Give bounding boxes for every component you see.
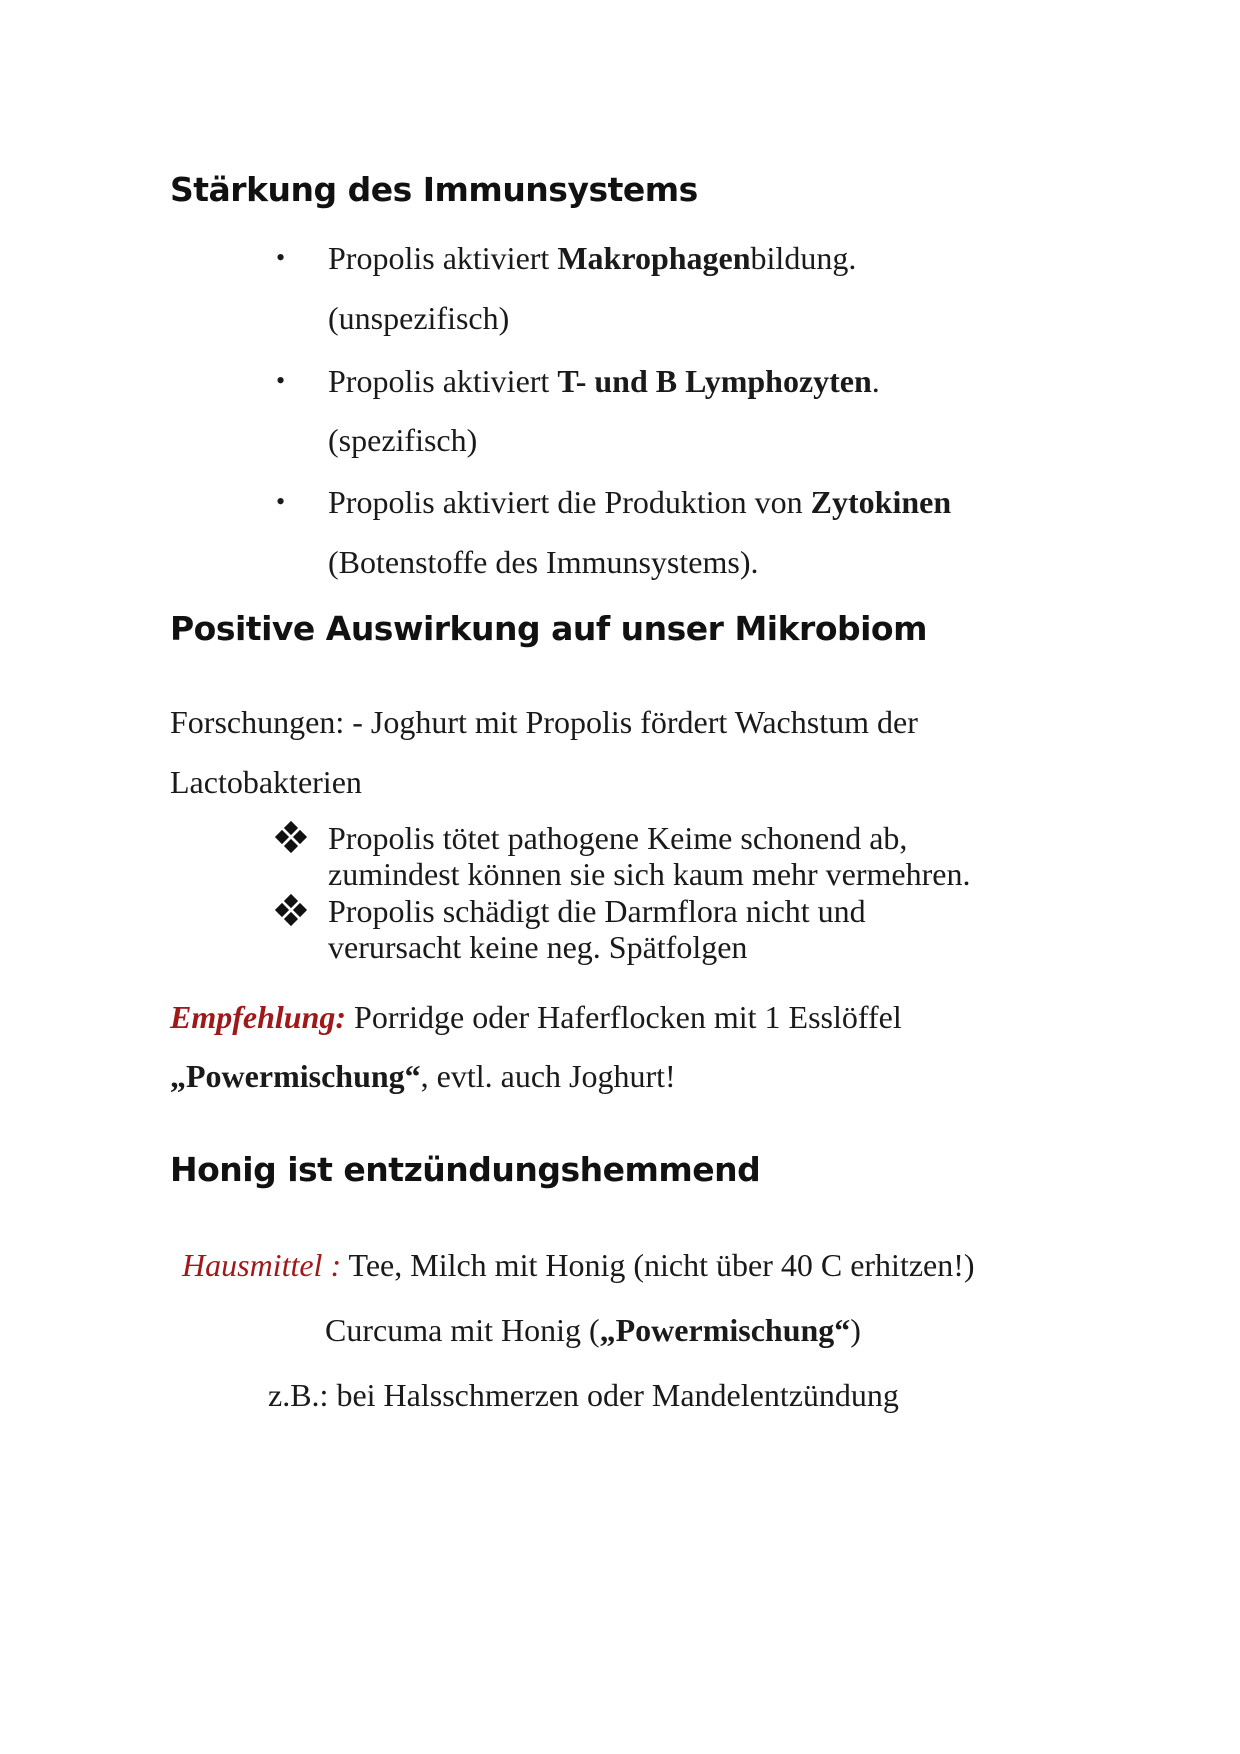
diamond-bullet-icon (276, 895, 306, 925)
example-line: z.B.: bei Halsschmerzen oder Mandelentzündung (268, 1377, 899, 1413)
recommendation-line-1: Empfehlung: Porridge oder Haferflocken mit 1 Esslöffel (170, 999, 902, 1035)
point-1-line2: zumindest können sie sich kaum mehr vermehren. (328, 856, 971, 892)
point-1-line1: Propolis tötet pathogene Keime schonend ab, (328, 820, 908, 856)
heading-microbiome: Positive Auswirkung auf unser Mikrobiom (170, 609, 927, 648)
bullet-icon: • (276, 487, 286, 516)
heading-immune-system: Stärkung des Immunsystems (170, 170, 698, 209)
remedy-line: Hausmittel : Tee, Milch mit Honig (nicht über 40 C erhitzen!) (182, 1247, 975, 1283)
bullet-item-1-line2: (unspezifisch) (328, 300, 510, 336)
bullet-item-2-line1: Propolis aktiviert T- und B Lymphozyten. (328, 363, 880, 399)
curcuma-line: Curcuma mit Honig („Powermischung“) (325, 1312, 861, 1348)
heading-honey: Honig ist entzündungshemmend (170, 1150, 761, 1189)
bullet-item-3-line2: (Botenstoffe des Immunsystems). (328, 544, 759, 580)
point-2-line1: Propolis schädigt die Darmflora nicht und (328, 893, 866, 929)
bullet-item-2-line2: (spezifisch) (328, 422, 478, 458)
point-2-line2: verursacht keine neg. Spätfolgen (328, 929, 748, 965)
remedy-label: Hausmittel : (182, 1247, 342, 1283)
recommendation-label: Empfehlung: (170, 999, 347, 1035)
research-line-1: Forschungen: - Joghurt mit Propolis fördert Wachstum der (170, 704, 918, 740)
diamond-bullet-icon (276, 822, 306, 852)
bullet-icon: • (276, 243, 286, 272)
recommendation-line-2: „Powermischung“, evtl. auch Joghurt! (170, 1058, 676, 1094)
bullet-icon: • (276, 366, 286, 395)
bullet-item-1-line1: Propolis aktiviert Makrophagenbildung. (328, 240, 857, 276)
bullet-item-3-line1: Propolis aktiviert die Produktion von Zytokinen (328, 484, 952, 520)
research-line-2: Lactobakterien (170, 764, 362, 800)
